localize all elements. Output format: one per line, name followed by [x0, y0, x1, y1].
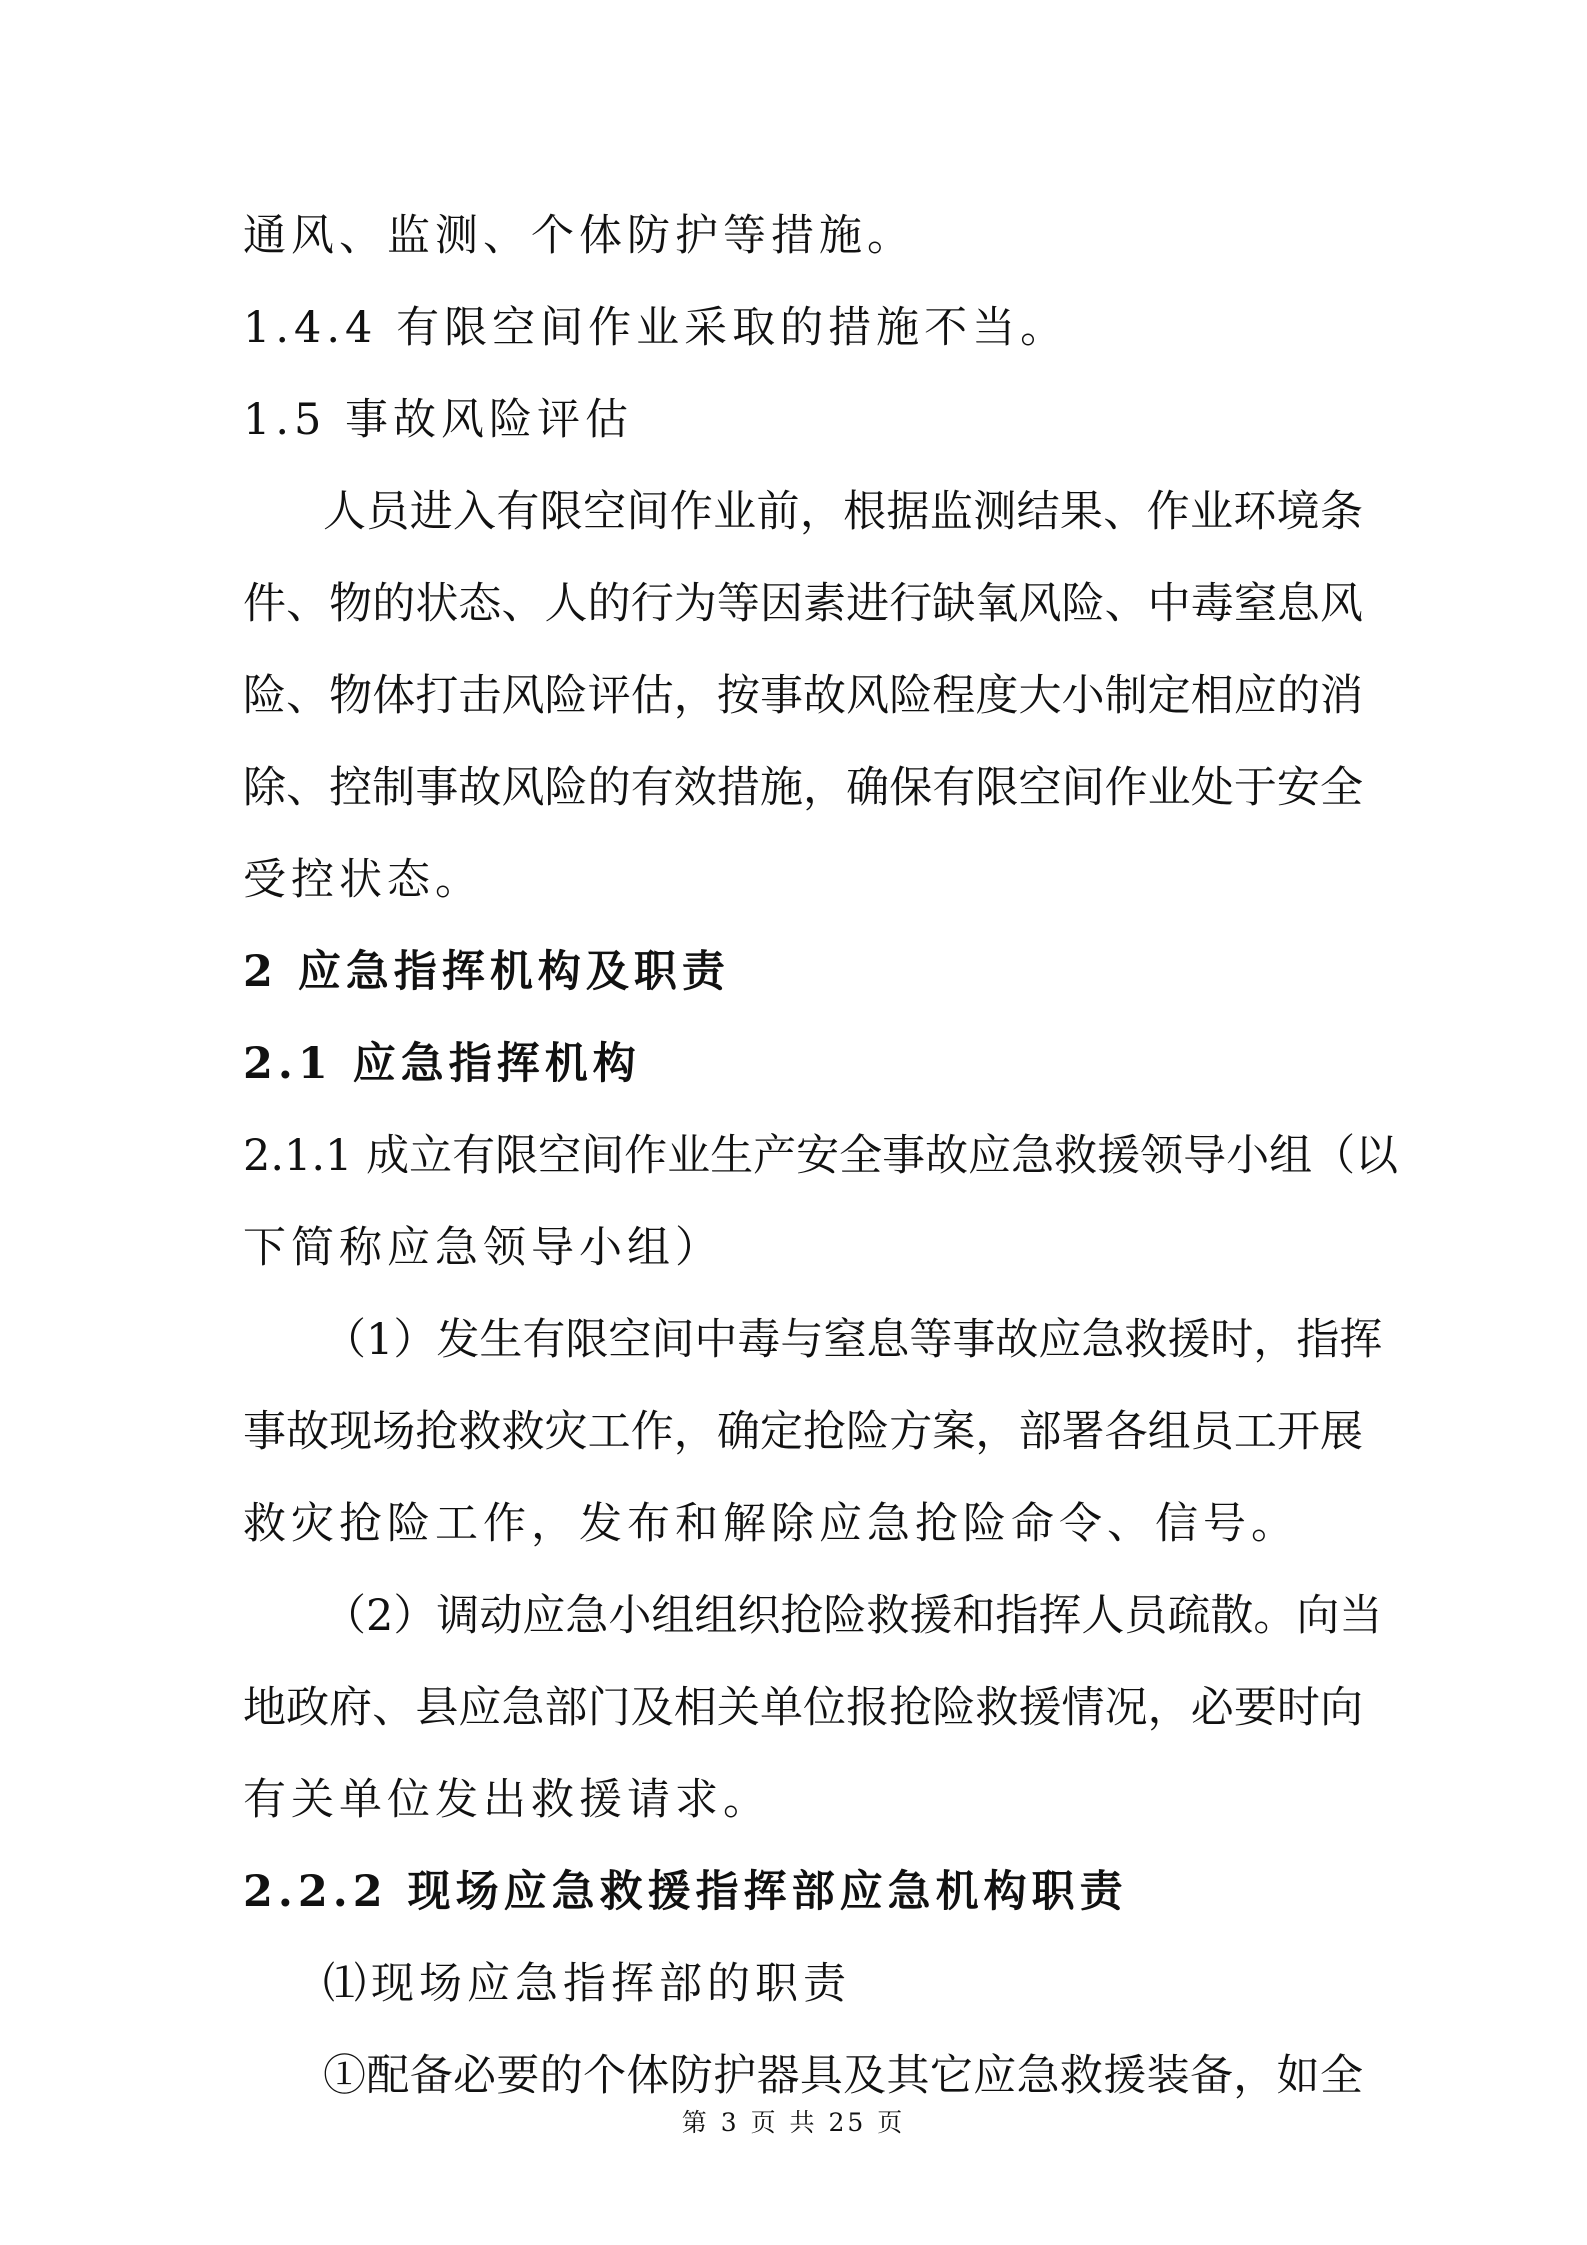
page-number-footer: 第 3 页 共 25 页	[681, 2108, 906, 2137]
item-1-line-1: （1）发生有限空间中毒与窒息等事故应急救援时，指挥	[323, 1315, 1383, 1365]
section-heading-2-1: 2.1 应急指挥机构	[243, 1039, 641, 1089]
subitem-circled-1-line-1: ①配备必要的个体防护器具及其它应急救援装备，如全	[323, 2051, 1363, 2101]
item-1-line-2: 事故现场抢救救灾工作，确定抢险方案，部署各组员工开展	[243, 1407, 1363, 1457]
paragraph-risk-line-1: 人员进入有限空间作业前，根据监测结果、作业环境条	[323, 487, 1363, 537]
section-heading-1-5: 1.5 事故风险评估	[243, 395, 634, 445]
clause-2-1-1-line-1: 2.1.1 成立有限空间作业生产安全事故应急救援领导小组（以	[243, 1131, 1399, 1181]
document-body	[243, 190, 1399, 2122]
paragraph-risk-line-3: 险、物体打击风险评估，按事故风险程度大小制定相应的消	[243, 671, 1363, 721]
section-heading-2-2-2: 2.2.2 现场应急救援指挥部应急机构职责	[243, 1867, 1128, 1917]
section-heading-2: 2 应急指挥机构及职责	[243, 947, 730, 997]
item-2-line-3: 有关单位发出救援请求。	[243, 1775, 771, 1825]
paragraph-risk-line-5: 受控状态。	[243, 855, 483, 905]
subitem-1-heading: ⑴现场应急指挥部的职责	[323, 1959, 851, 2009]
item-2-line-2: 地政府、县应急部门及相关单位报抢险救援情况，必要时向	[243, 1683, 1363, 1733]
body-line-continuation: 通风、监测、个体防护等措施。	[243, 211, 915, 261]
item-1-line-3: 救灾抢险工作，发布和解除应急抢险命令、信号。	[243, 1499, 1299, 1549]
clause-2-1-1-line-2: 下简称应急领导小组）	[243, 1223, 723, 1273]
paragraph-risk-line-4: 除、控制事故风险的有效措施，确保有限空间作业处于安全	[243, 763, 1363, 813]
item-2-line-1: （2）调动应急小组组织抢险救援和指挥人员疏散。向当	[323, 1591, 1383, 1641]
clause-1-4-4: 1.4.4 有限空间作业采取的措施不当。	[243, 303, 1069, 353]
paragraph-risk-line-2: 件、物的状态、人的行为等因素进行缺氧风险、中毒窒息风	[243, 579, 1363, 629]
